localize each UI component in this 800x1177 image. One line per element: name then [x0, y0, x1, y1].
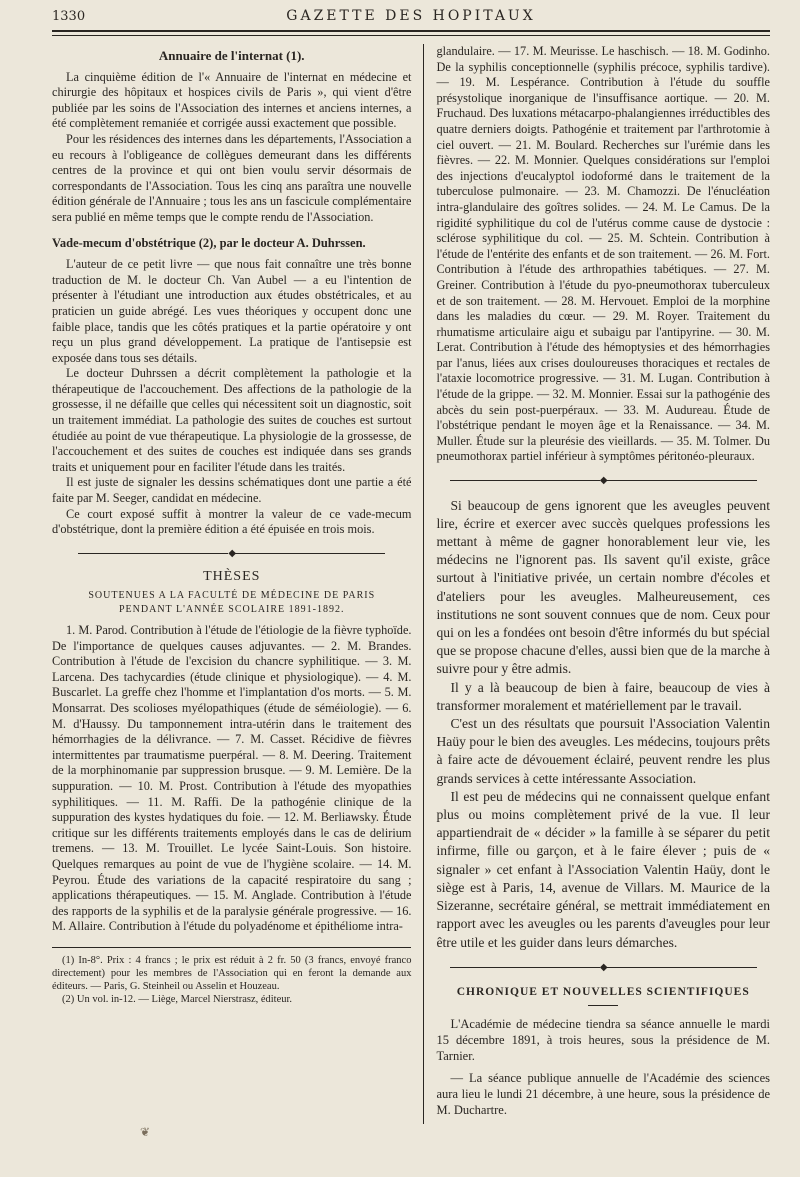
aveugles-paragraph: Il y a là beaucoup de bien à faire, beaucoup de vies à transformer moralement et matériellement par le travail. [436, 679, 770, 713]
theses-subtitle [52, 589, 411, 617]
annuaire-paragraph: La cinquième édition de l'« Annuaire de l'internat en médecine et chirurgie des hôpitaux et hospices civils de Paris », qui vient d'être publiée par les soins de l'Association des internes et anciens internes, a été complètement remaniée et corrigée aussi exactement que possible. [52, 69, 412, 131]
article-columns [52, 44, 770, 1124]
theses-title: THÈSES [203, 569, 261, 585]
footnote-2: (2) Un vol. in-12. — Liège, Marcel Nierstrasz, éditeur. [62, 993, 293, 1005]
vade-mecum-paragraph: Le docteur Duhrssen a décrit complètement la pathologie et la thérapeutique de l'accouchement. Des affections de la pathologie de la grossesse, il ne défaille que celles qui nécessitent soit un diagnostic, soit un traitement immédiat. La pathologie des suites de couches est surtout étudiée au point de vue thérapeutique. La physiologie de la grossesse, de l'accouchement et des suites de couches est indiquée dans ses grands traits et uniquement pour en faciliter l'étude dans les traités. [52, 366, 412, 474]
page-number: 1330 [52, 9, 86, 24]
theses-list-left: 1. M. Parod. Contribution à l'étude de l'étiologie de la fièvre typhoïde. De l'importance de quelques causes adjuvantes. — 2. M. Brandes. Contribution à l'étude de l'excision du chancre syphilitique. — 3. M. Larcena. Des tachycardies (étude clinique et physiologique). — 4. M. Buscarlet. La greffe chez l'homme et l'implantation d'os morts. — 5. M. Monsarrat. Des scolioses myélopathiques (étude de séméiologie). — 6. M. d'Haussy. Du tamponnement intra-utérin dans le traitement des hémorrhagies de la délivrance. — 7. M. Casset. Récidive de fièvres intermittentes par traumatisme puerpéral. — 8. M. Deering. Traitement de la morphinomanie par suppression brusque. — 9. M. Lemière. De la suppuration. — 10. M. Prost. Contribution à l'étude des myopathies syphilitiques. — 11. M. Raffi. De la pathogénie clinique de la suppuration des kystes hydatiques du foie. — 12. M. Berliawsky. Étude critique sur les différents traitements employés dans le cas de delirium tremens. — 13. M. Trouillet. Le lycée Saint-Louis. Son histoire. Quelques remarques au point de vue de l'hygiène scolaire. — 14. M. Peyrou. Étude des variations de la capacité respiratoire du sang ; applications thérapeutiques. — 15. M. Anglade. Contribution à l'étude des rapports de la syphilis et de la paralysie générale progressive. — 16. M. Allaire. Contribution à l'étude du polyadénome et épithéliome intra- [52, 623, 412, 934]
journal-title: GAZETTE DES HOPITAUX [286, 8, 536, 24]
section-separator: ◆ [436, 960, 770, 976]
footnote-1: (1) In-8°. Prix : 4 francs ; le prix est réduit à 2 fr. 50 (3 francs, envoyé franco directement) pour les membres de l'Association qui en feront la demande aux éditeurs. — Paris, G. Steinheil ou Asselin et Houzeau. [52, 954, 412, 992]
header-rule-thin [52, 35, 770, 36]
section-separator: ◆ [436, 473, 770, 489]
page-header [52, 0, 770, 32]
footnotes [52, 947, 411, 1006]
vade-mecum-paragraph: Ce court exposé suffit à montrer la valeur de ce vade-mecum d'obstétrique, dont la première édition a été épuisée en trois mois. [52, 506, 412, 537]
aveugles-paragraph: Si beaucoup de gens ignorent que les aveugles peuvent lire, écrire et exercer avec succès quelques professions les mettant à même de gagner honorablement leur vie, les médecins ne l'ignorent pas. Ils savent qu'il existe, grâce surtout à l'initiative privée, un certain nombre d'écoles et d'ateliers pour les aveugles. Malheureusement, ces institutions ne sont souvent connues que de nom. Ceux pour qui on les a fondées ont besoin d'être informés du but spécial que se propose chacune d'elles, aussi bien que de la marche à suivre pour y être admis. [436, 497, 770, 677]
right-column [424, 44, 770, 1124]
vade-mecum-title: Vade-mecum d'obstétrique (2), par le docteur A. Duhrssen. [52, 235, 366, 250]
chronique-paragraph: — La séance publique annuelle de l'Académie des sciences aura lieu le lundi 21 décembre, à une heure, sous la présidence de M. Duchartre. [436, 1070, 770, 1117]
vade-mecum-paragraph: Il est juste de signaler les dessins schématiques dont une partie a été faite par M. Seeger, candidat en médecine. [52, 475, 412, 506]
chronique-paragraph: L'Académie de médecine tiendra sa séance annuelle le mardi 15 décembre 1891, à trois heures, sous la présidence de M. Tarnier. [436, 1016, 770, 1063]
theses-subtitle-line-1: SOUTENUES A LA FACULTÉ DE MÉDECINE DE PARIS [88, 590, 376, 601]
header-rule-thick [52, 30, 770, 32]
chronique-title: CHRONIQUE ET NOUVELLES SCIENTIFIQUES [456, 986, 750, 999]
left-column [52, 44, 424, 1124]
aveugles-paragraph: C'est un des résultats que poursuit l'Association Valentin Haüy pour le bien des aveugles. Les médecins, toujours prêts à faire acte de dévouement éclairé, peuvent rendre les plus grands services à cette intéressante Association. [436, 716, 770, 786]
annuaire-title: Annuaire de l'internat (1). [158, 48, 305, 63]
theses-list-right: glandulaire. — 17. M. Meurisse. Le haschisch. — 18. M. Godinho. De la syphilis conceptionnelle (syphilis précoce, syphilis tardive). — 19. M. Lespérance. Contribution à l'étude du souffle présystolique inorganique de l'insuffisance aortique. — 20. M. Fruchaud. Des luxations métacarpo-phalangiennes irréductibles des quatre derniers doigts. Pathogénie et traitement par l'arthrotomie à ciel ouvert. — 21. M. Boulard. Recherches sur l'urémie dans les fièvres. — 22. M. Monnier. Quelques considérations sur l'emploi des injections d'eucalyptol iodoformé dans le traitement de la tuberculose pulmonaire. — 23. M. Chamozzi. De l'énucléation intra-glandulaire des goîtres solides. — 24. M. Le Camus. De la rigidité syphilitique du col de l'utérus comme cause de dystocie : sclérose syphilitique du col. — 25. M. Schtein. Contribution à l'étude de l'entérite des enfants et de son traitement. — 26. M. Fort. Contribution à l'étude des arthropathies tabétiques. — 27. M. Greiner. Contribution à l'étude du pyo-pneumothorax tuberculeux et de son traitement. — 28. M. Hervouet. Emploi de la morphine dans les maladies du cœur. — 29. M. Royer. Traitement du rhumatisme articulaire aigu et subaigu par l'antipyrine. — 30. M. Lerat. Contribution à l'étude des hémoptysies et des hémorrhagies par l'anus, liées aux crises douloureuses thoraciques et rectales de l'ataxie locomotrice progressive. — 31. M. Lugan. Contribution à l'étude de la grippe. — 32. M. Monnier. Essai sur la pathogénie des abcès du sein post-puerpéraux. — 33. M. Audureau. Étude de l'obstétrique pendant le moyen âge et la Renaissance. — 34. M. Muller. Étude sur la pleurésie des vieillards. — 35. M. Tolmer. Du pneumothorax partiel inférieur à symptômes péritonéo-pleuraux. [436, 44, 770, 464]
chronique-article [436, 1016, 770, 1118]
aveugles-paragraph: Il est peu de médecins qui ne connaissent quelque enfant plus ou moins complètement privé de la vue. Il leur appartiendrait de « décider » la famille à se séparer du petit infirme, fille ou garçon, et à le faire élever ; puis de « signaler » cet enfant à l'Association Valentin Haüy, dont le siège est à Paris, 14, avenue de Villars. M. Maurice de la Sizeranne, secrétaire général, se mettrait immédiatement en rapport avec les aveugles ou les parents d'aveugles pour leur être utile et les guider dans leurs démarches. [436, 788, 770, 950]
section-separator: ◆ [52, 546, 411, 562]
printer-ornament-icon: ❦ [140, 1125, 151, 1139]
chronique-rule [588, 1005, 618, 1006]
annuaire-paragraph: Pour les résidences des internes dans les départements, l'Association a eu recours à l'obligeance de collègues demeurant dans les différents centres de la province et qui ont bien voulu servir désormais de correspondants de l'Association. Tous les cinq ans paraîtra une nouvelle édition générale de l'Annuaire ; tous les ans un fascicule complémentaire sera publié en même temps que le compte rendu de l'Association. [52, 131, 412, 224]
vade-mecum-paragraph: L'auteur de ce petit livre — que nous fait connaître une très bonne traduction de M. le docteur Ch. Van Aubel — a eu l'intention de présenter à l'étudiant une introduction aux études obstétricales, et au praticien un guide abrégé. Les vues théoriques y occupent donc une faible place, tandis que les côtés pratiques et la partie opératoire y ont reçu un plus grand développement. La pratique de l'antisepsie est exposée dans tous ses détails. [52, 257, 412, 365]
aveugles-article [436, 497, 770, 952]
theses-subtitle-line-2: PENDANT L'ANNÉE SCOLAIRE 1891-1892. [118, 604, 345, 615]
